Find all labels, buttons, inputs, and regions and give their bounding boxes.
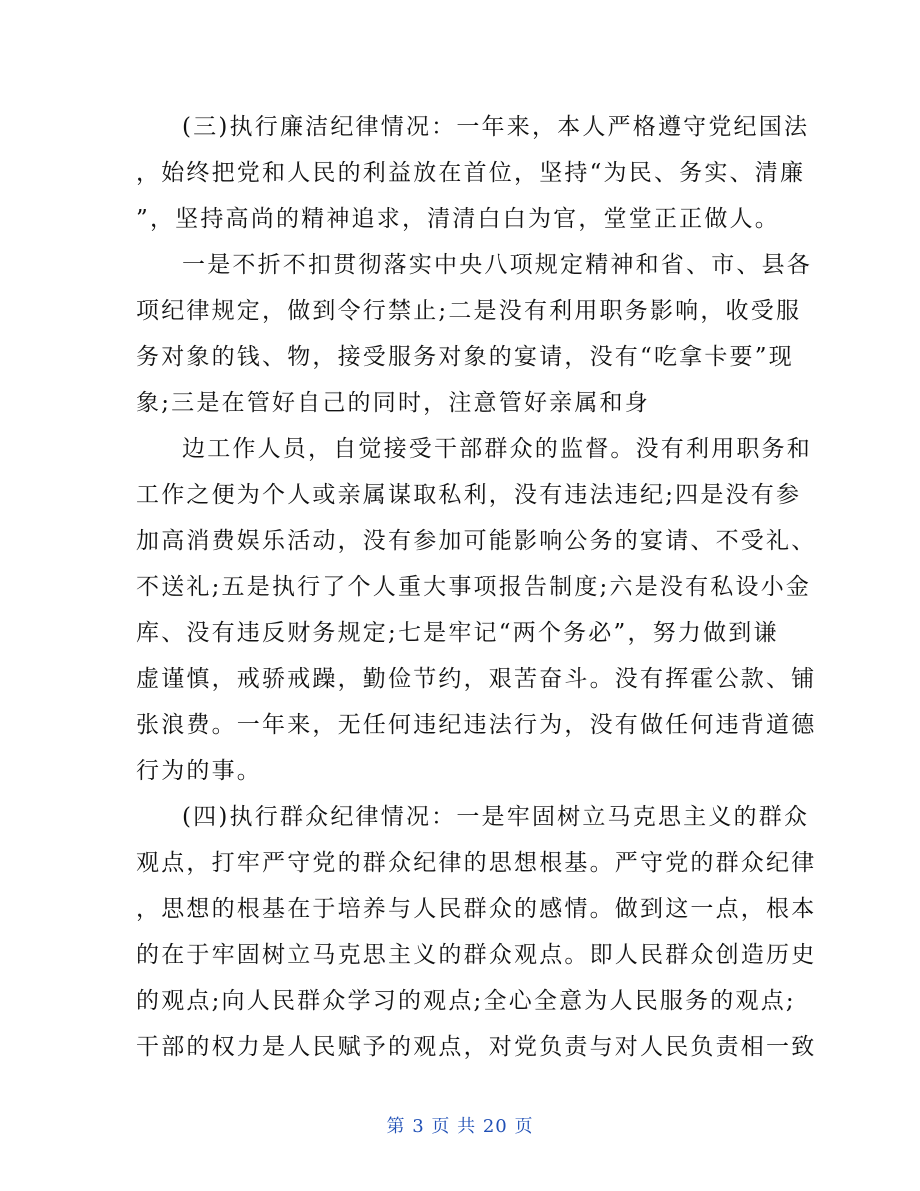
text-line: (四)执行群众纪律情况：一是牢固树立马克思主义的群众 [182, 804, 810, 830]
paragraph-discipline-integrity [136, 104, 810, 242]
text-line: 库、没有违反财务规定;七是牢记“两个务必”，努力做到谦 [136, 620, 779, 646]
text-line: ，始终把党和人民的利益放在首位，坚持“为民、务实、清廉 [136, 160, 806, 186]
text-line: ”，坚持高尚的精神追求，清清白白为官，堂堂正正做人。 [136, 206, 780, 232]
text-line: 行为的事。 [136, 758, 262, 784]
text-line: 象;三是在管好自己的同时，注意管好亲属和身 [136, 390, 650, 416]
paragraph-integrity-continued [136, 426, 817, 794]
text-line: 边工作人员，自觉接受干部群众的监督。没有利用职务和 [182, 436, 812, 462]
page-number-footer: 第 3 页 共 20 页 [386, 1116, 534, 1137]
text-line: 不送礼;五是执行了个人重大事项报告制度;六是没有私设小金 [136, 574, 812, 600]
text-line: 加高消费娱乐活动，没有参加可能影响公务的宴请、不受礼、 [136, 528, 817, 554]
text-line: 的观点;向人民群众学习的观点;全心全意为人民服务的观点; [136, 988, 796, 1014]
text-line: 一是不折不扣贯彻落实中央八项规定精神和省、市、县各 [182, 252, 812, 278]
paragraph-discipline-masses [136, 794, 817, 1070]
text-line: 干部的权力是人民赋予的观点，对党负责与对人民负责相一致 [136, 1034, 817, 1060]
text-line: 张浪费。一年来，无任何违纪违法行为，没有做任何违背道德 [136, 712, 817, 738]
paragraph-integrity-points [136, 242, 812, 426]
text-line: 工作之便为个人或亲属谋取私利，没有违法违纪;四是没有参 [136, 482, 802, 508]
text-line: 观点，打牢严守党的群众纪律的思想根基。严守党的群众纪律 [136, 850, 817, 876]
text-line: 务对象的钱、物，接受服务对象的宴请，没有“吃拿卡要”现 [136, 344, 794, 370]
text-line: ，思想的根基在于培养与人民群众的感情。做到这一点，根本 [136, 896, 817, 922]
text-line: 虚谨慎，戒骄戒躁，勤俭节约，艰苦奋斗。没有挥霍公款、铺 [136, 666, 817, 692]
text-line: 的在于牢固树立马克思主义的群众观点。即人民群众创造历史 [136, 942, 817, 968]
document-body [136, 104, 817, 1070]
text-line: (三)执行廉洁纪律情况：一年来，本人严格遵守党纪国法 [182, 114, 810, 140]
text-line: 项纪律规定，做到令行禁止;二是没有利用职务影响，收受服 [136, 298, 802, 324]
